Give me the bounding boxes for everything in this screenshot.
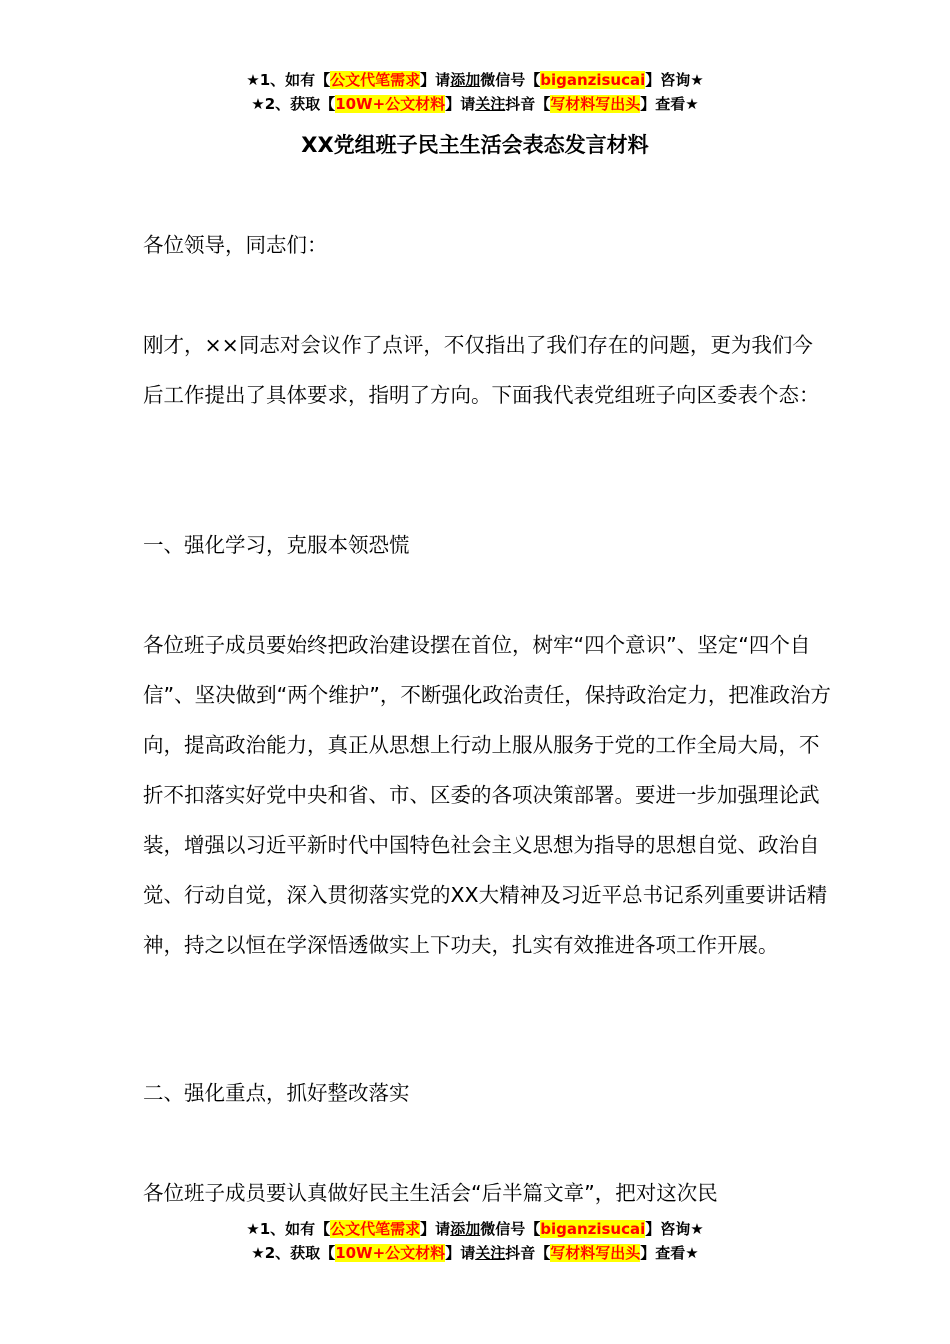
banner-text: ★1、如有【 xyxy=(246,71,331,89)
banner-text: 微信号【 xyxy=(480,1220,541,1238)
banner-text: 】咨询★ xyxy=(645,1220,704,1238)
banner-text: 抖音【 xyxy=(505,1244,551,1262)
banner-underline: 添加 xyxy=(450,1220,481,1238)
paragraph-3-container xyxy=(143,1168,833,1214)
banner-highlight: 10W+公文材料 xyxy=(335,95,446,113)
banner-text: 】请 xyxy=(445,95,476,113)
section-heading-1: 一、强化学习，克服本领恐慌 xyxy=(143,533,410,557)
banner-text: 】查看★ xyxy=(640,1244,699,1262)
banner-highlight: 公文代笔需求 xyxy=(330,71,421,89)
banner-underline: 添加 xyxy=(450,71,481,89)
banner-text: 】查看★ xyxy=(640,95,699,113)
banner-text: ★1、如有【 xyxy=(246,1220,331,1238)
banner-line-2 xyxy=(0,1241,950,1265)
banner-text: 】请 xyxy=(420,1220,451,1238)
banner-text: 抖音【 xyxy=(505,95,551,113)
banner-underline: 关注 xyxy=(475,95,506,113)
banner-underline: 关注 xyxy=(475,1244,506,1262)
paragraph-1: 刚才，××同志对会议作了点评，不仅指出了我们存在的问题，更为我们今后工作提出了具体要求，指明了方向。下面我代表党组班子向区委表个态： xyxy=(143,333,820,407)
banner-line-1 xyxy=(0,1217,950,1241)
banner-highlight: biganzisucai xyxy=(540,1220,646,1238)
document-title: XX党组班子民主生活会表态发言材料 xyxy=(301,133,649,157)
banner-text: 】咨询★ xyxy=(645,71,704,89)
banner-line-1 xyxy=(0,68,950,92)
paragraph-3: 各位班子成员要认真做好民主生活会“后半篇文章”，把对这次民 xyxy=(143,1181,718,1205)
banner-highlight: 公文代笔需求 xyxy=(330,1220,421,1238)
banner-text: ★2、获取【 xyxy=(251,95,336,113)
banner-line-2 xyxy=(0,92,950,116)
banner-text: ★2、获取【 xyxy=(251,1244,336,1262)
banner-highlight: 写材料写出头 xyxy=(550,1244,641,1262)
greeting: 各位领导，同志们： xyxy=(143,233,328,257)
header-banner xyxy=(0,68,950,116)
banner-highlight: 10W+公文材料 xyxy=(335,1244,446,1262)
banner-text: 微信号【 xyxy=(480,71,541,89)
section-heading-2: 二、强化重点，抓好整改落实 xyxy=(143,1081,410,1105)
banner-text: 】请 xyxy=(445,1244,476,1262)
paragraph-2: 各位班子成员要始终把政治建设摆在首位，树牢“四个意识”、坚定“四个自信”、坚决做到“两个维护”，不断强化政治责任，保持政治定力，把准政治方向，提高政治能力，真正从思想上行动上服从服务于党的工作全局大局，不折不扣落实好党中央和省、市、区委的各项决策部署。要进一步加强理论武装，增强以习近平新时代中国特色社会主义思想为指导的思想自觉、政治自觉、行动自觉，深入贯彻落实党的XX大精神及习近平总书记系列重要讲话精神，持之以恒在学深悟透做实上下功夫，扎实有效推进各项工作开展。 xyxy=(143,633,831,957)
banner-highlight: biganzisucai xyxy=(540,71,646,89)
banner-highlight: 写材料写出头 xyxy=(550,95,641,113)
banner-text: 】请 xyxy=(420,71,451,89)
footer-banner xyxy=(0,1217,950,1265)
